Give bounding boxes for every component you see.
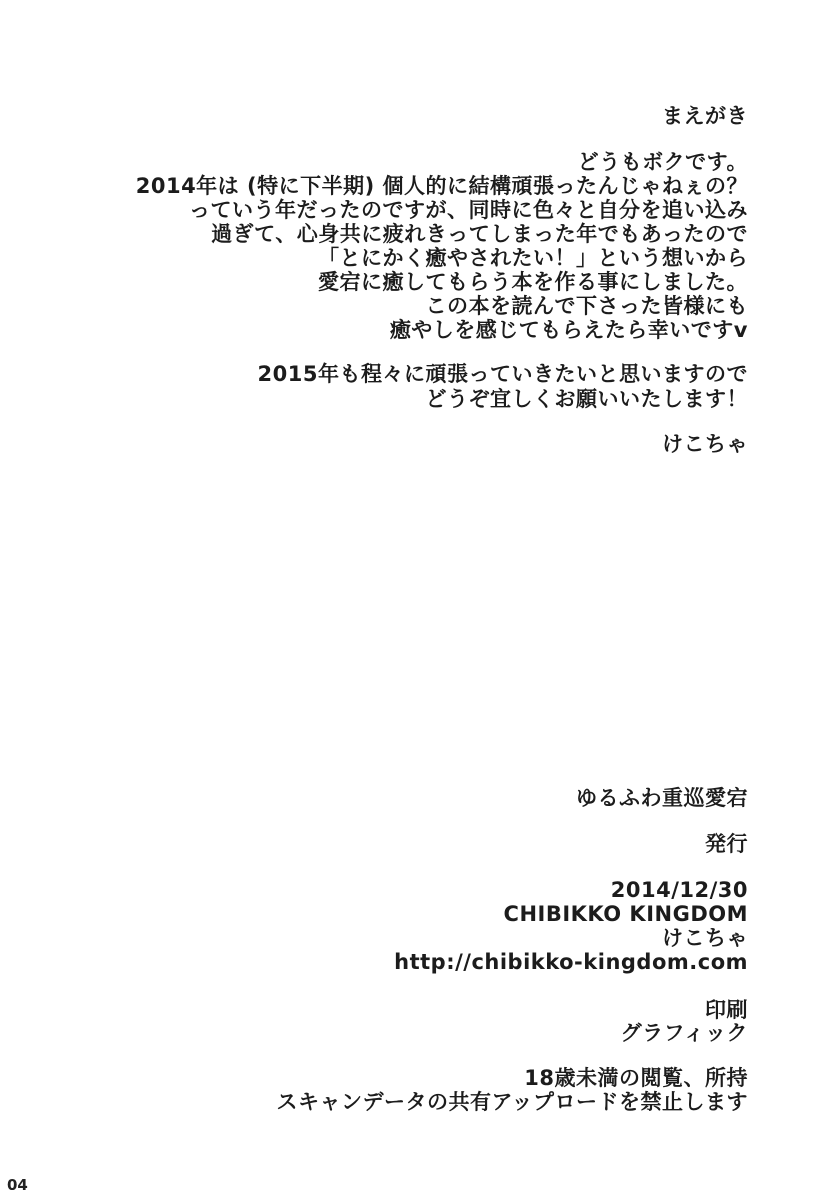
preface-line: っていう年だったのですが、同時に色々と自分を追い込み — [189, 198, 748, 222]
preface-line: 愛宕に癒してもらう本を作る事にしました。 — [318, 270, 748, 294]
author-signature: けこちゃ — [662, 432, 748, 456]
website-url: http://chibikko-kingdom.com — [394, 950, 748, 974]
prohibition-notice — [276, 1066, 748, 1114]
circle-name: CHIBIKKO KINGDOM — [503, 902, 748, 926]
page-number: 04 — [7, 1176, 28, 1194]
preface-line: 2015年も程々に頑張っていきたいと思いますので — [257, 362, 748, 386]
preface-line: 癒やしを感じてもらえたら幸いですv — [389, 318, 748, 342]
publish-label: 発行 — [705, 832, 748, 856]
publisher-info — [394, 878, 748, 974]
preface-line: 過ぎて、心身共に疲れきってしまった年でもあったので — [211, 222, 748, 246]
preface-greeting-paragraph — [136, 150, 748, 342]
publish-date: 2014/12/30 — [610, 878, 748, 902]
printer-name: グラフィック — [620, 1021, 748, 1045]
author-name: けこちゃ — [662, 926, 748, 950]
preface-line: 「とにかく癒やされたい！」という想いから — [318, 246, 748, 270]
print-label: 印刷 — [705, 998, 748, 1022]
notice-line: 18歳未満の閲覧、所持 — [524, 1066, 748, 1090]
preface-line: どうもボクです。 — [577, 150, 748, 174]
notice-line: スキャンデータの共有アップロードを禁止します — [276, 1090, 748, 1114]
preface-line: 2014年は (特に下半期) 個人的に結構頑張ったんじゃねぇの？ — [135, 174, 748, 198]
preface-line: この本を読んで下さった皆様にも — [425, 294, 748, 318]
book-title: ゆるふわ重巡愛宕 — [576, 786, 748, 810]
preface-heading: まえがき — [662, 104, 748, 128]
preface-closing-paragraph — [258, 362, 748, 412]
preface-line: どうぞ宜しくお願いいたします！ — [425, 387, 748, 411]
